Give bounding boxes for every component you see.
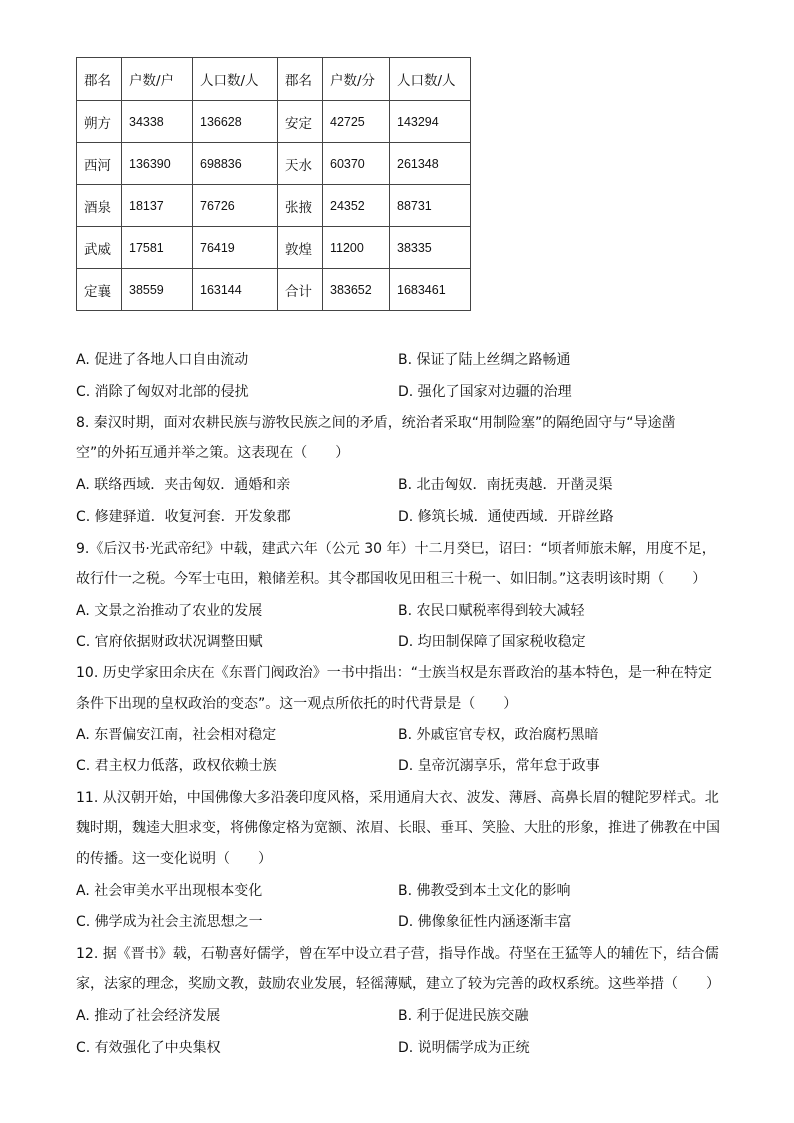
table-cell: 武威: [77, 227, 122, 269]
q11-option-d: D. 佛像象征性内涵逐渐丰富: [398, 914, 572, 930]
q11-stem-line2: 魏时期，魏逵大胆求变，将佛像定格为宽额、浓眉、长眼、垂耳、笑脸、大肚的形象，推进了佛教在中国: [76, 820, 720, 836]
q9-option-b: B. 农民口赋税率得到较大减轻: [398, 603, 585, 619]
table-cell: 698836: [193, 143, 278, 185]
table-cell: 261348: [390, 143, 471, 185]
table-row: [77, 269, 471, 311]
table-cell: 酒泉: [77, 185, 122, 227]
table-cell: 38559: [122, 269, 193, 311]
table-cell: 张掖: [278, 185, 323, 227]
q7-option-c: C. 消除了匈奴对北部的侵扰: [76, 384, 249, 400]
q8-option-a: A. 联络西域．夹击匈奴．通婚和亲: [76, 477, 291, 493]
table-row: [77, 101, 471, 143]
population-table: [76, 57, 471, 311]
q9-stem-line1: 9.《后汉书·光武帝纪》中载，建武六年（公元 30 年）十二月癸巳，诏曰：“顷者师旅未解，用度不足，: [76, 541, 716, 557]
q10-stem-line2: 条件下出现的皇权政治的变态”。这一观点所依托的时代背景是（ ）: [76, 696, 518, 712]
table-cell: 38335: [390, 227, 471, 269]
q10-stem-line1: 10. 历史学家田余庆在《东晋门阀政治》一书中指出：“士族当权是东晋政治的基本特色，是一种在特定: [76, 665, 712, 681]
q10-option-c: C. 君主权力低落，政权依赖士族: [76, 758, 277, 774]
q12-option-c: C. 有效强化了中央集权: [76, 1040, 221, 1056]
q11-stem-line1: 11. 从汉朝开始，中国佛像大多沿袭印度风格，采用通肩大衣、波发、薄唇、高鼻长眉的犍陀罗样式。北: [76, 790, 719, 806]
table-cell: 60370: [323, 143, 390, 185]
q12-stem-line2: 家，法家的理念，奖励文教，鼓励农业发展，轻徭薄赋，建立了较为完善的政权系统。这些举措（ ）: [76, 976, 720, 992]
q11-stem-line3: 的传播。这一变化说明（ ）: [76, 851, 272, 867]
table-cell: 安定: [278, 101, 323, 143]
table-cell: 143294: [390, 101, 471, 143]
table-cell: 西河: [77, 143, 122, 185]
header-cell: 人口数/人: [193, 58, 278, 101]
q8-option-c: C. 修建驿道．收复河套．开发象郡: [76, 509, 291, 525]
q9-stem-line2: 故行什一之税。今军士屯田，粮储差积。其令郡国收见田租三十税一、如旧制。”这表明该时期（ ）: [76, 571, 707, 587]
q12-option-a: A. 推动了社会经济发展: [76, 1008, 221, 1024]
table-cell: 42725: [323, 101, 390, 143]
table-cell: 11200: [323, 227, 390, 269]
table-cell: 定襄: [77, 269, 122, 311]
table-cell: 136628: [193, 101, 278, 143]
q11-option-c: C. 佛学成为社会主流思想之一: [76, 914, 263, 930]
table-cell: 朔方: [77, 101, 122, 143]
table-cell: 17581: [122, 227, 193, 269]
q8-option-b: B. 北击匈奴．南抚夷越．开凿灵渠: [398, 477, 613, 493]
table-cell: 18137: [122, 185, 193, 227]
table-cell: 天水: [278, 143, 323, 185]
table-cell: 76419: [193, 227, 278, 269]
table-row: [77, 185, 471, 227]
q7-option-a: A. 促进了各地人口自由流动: [76, 352, 249, 368]
table-cell: 1683461: [390, 269, 471, 311]
q11-option-b: B. 佛教受到本土文化的影响: [398, 883, 571, 899]
q10-option-d: D. 皇帝沉溺享乐，常年怠于政事: [398, 758, 600, 774]
q10-option-b: B. 外戚宦官专权，政治腐朽黑暗: [398, 727, 599, 743]
q11-option-a: A. 社会审美水平出现根本变化: [76, 883, 263, 899]
q8-option-d: D. 修筑长城．通使西域．开辟丝路: [398, 509, 614, 525]
q9-option-a: A. 文景之治推动了农业的发展: [76, 603, 263, 619]
header-cell: 户数/户: [122, 58, 193, 101]
table-row: [77, 227, 471, 269]
q7-option-d: D. 强化了国家对边疆的治理: [398, 384, 572, 400]
q10-option-a: A. 东晋偏安江南，社会相对稳定: [76, 727, 277, 743]
table-cell: 76726: [193, 185, 278, 227]
q8-stem-line1: 8. 秦汉时期，面对农耕民族与游牧民族之间的矛盾，统治者采取“用制险塞”的隔绝固守与“导途凿: [76, 415, 676, 431]
table-cell: 163144: [193, 269, 278, 311]
table-header-row: [77, 58, 471, 101]
table-cell: 合计: [278, 269, 323, 311]
q12-option-d: D. 说明儒学成为正统: [398, 1040, 530, 1056]
table-cell: 34338: [122, 101, 193, 143]
q9-option-d: D. 均田制保障了国家税收稳定: [398, 634, 586, 650]
table-cell: 88731: [390, 185, 471, 227]
header-cell: 户数/分: [323, 58, 390, 101]
q7-option-b: B. 保证了陆上丝绸之路畅通: [398, 352, 571, 368]
q12-stem-line1: 12. 据《晋书》载，石勒喜好儒学，曾在军中设立君子营，指导作战。苻坚在王猛等人的辅佐下，结合儒: [76, 946, 719, 962]
header-cell: 郡名: [278, 58, 323, 101]
table-cell: 敦煌: [278, 227, 323, 269]
q8-stem-line2: 空”的外拓互通并举之策。这表现在（ ）: [76, 445, 350, 461]
table-cell: 383652: [323, 269, 390, 311]
table-row: [77, 143, 471, 185]
q9-option-c: C. 官府依据财政状况调整田赋: [76, 634, 263, 650]
header-cell: 郡名: [77, 58, 122, 101]
table-cell: 136390: [122, 143, 193, 185]
q12-option-b: B. 利于促进民族交融: [398, 1008, 529, 1024]
table-cell: 24352: [323, 185, 390, 227]
header-cell: 人口数/人: [390, 58, 471, 101]
